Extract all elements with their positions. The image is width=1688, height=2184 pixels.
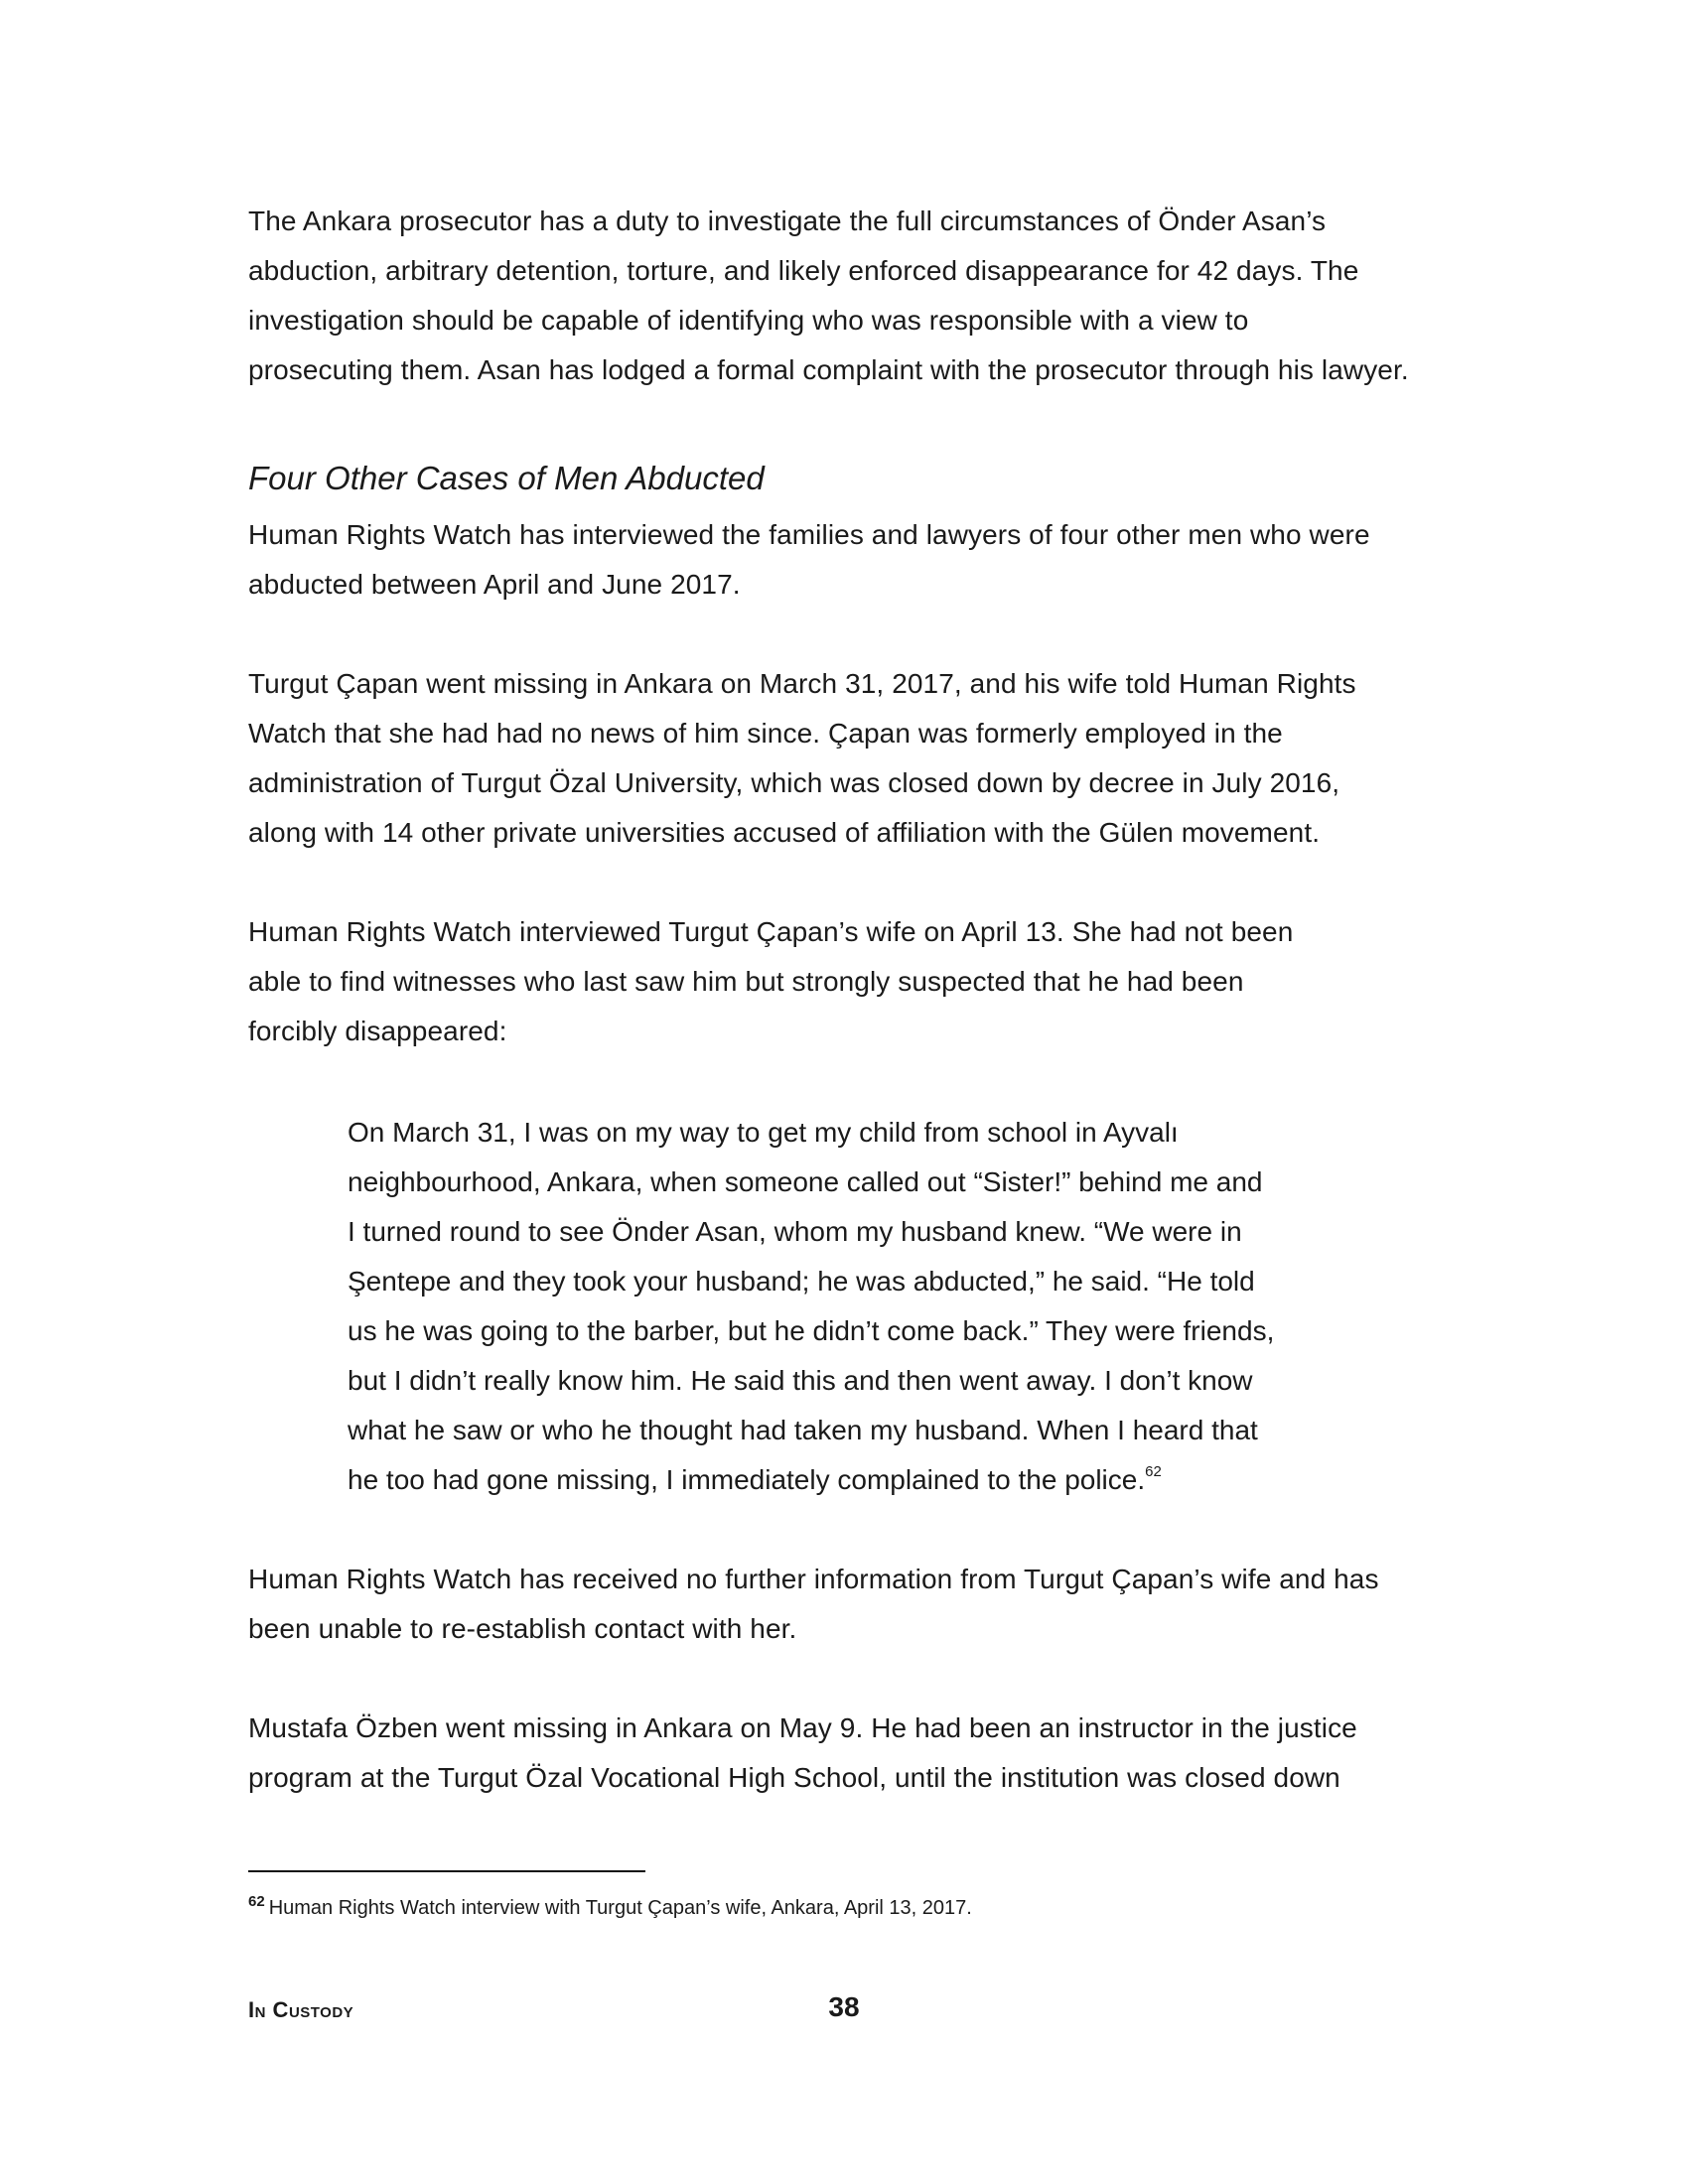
paragraph-no-further-info: Human Rights Watch has received no further information from Turgut Çapan’s wife and has been unable to re-establish contact with her. — [248, 1564, 1379, 1644]
running-footer-title: In Custody — [248, 1997, 354, 2022]
paragraph-turgut-capan: Turgut Çapan went missing in Ankara on March 31, 2017, and his wife told Human Rights Watch that she had had no news of him since. Çapan was formerly employed in the administration of Turgut Özal University, which was closed down by decree in July 2016, along with 14 other private universities accused of affiliation with the Gülen movement. — [248, 668, 1356, 848]
section-heading: Four Other Cases of Men Abducted — [248, 460, 765, 496]
paragraph-interview-wife: Human Rights Watch interviewed Turgut Çapan’s wife on April 13. She had not been able to find witnesses who last saw him but strongly suspected that he had been forcibly disappeared: — [248, 916, 1294, 1046]
footnote-divider — [248, 1870, 645, 1872]
paragraph-four-cases-intro: Human Rights Watch has interviewed the families and lawyers of four other men who were abducted between April and June 2017. — [248, 519, 1370, 600]
block-quote — [348, 1108, 1340, 1505]
paragraph-prosecutor-duty: The Ankara prosecutor has a duty to investigate the full circumstances of Önder Asan’s abduction, arbitrary detention, torture, and likely enforced disappearance for 42 days. The investigation should be capable of identifying who was responsible with a view to prosecuting them. Asan has lodged a formal complaint with the prosecutor through his lawyer. — [248, 205, 1409, 385]
footnote — [248, 1894, 1460, 1922]
footnote-text: Human Rights Watch interview with Turgut Çapan’s wife, Ankara, April 13, 2017. — [268, 1897, 972, 1919]
block-quote-text: On March 31, I was on my way to get my child from school in Ayvalı neighbourhood, Ankara, when someone called out “Sister!” behind me and I turned round to see Önder Asan, whom my husband knew. “We were in Şentepe and they took your husband; he was abducted,” he said. “He told us he was going to the barber, but he didn’t come back.” They were friends, but I didn’t really know him. He said this and then went away. I don’t know what he saw or who he thought had taken my husband. When I heard that he too had gone missing, I immediately complained to the police. — [348, 1117, 1275, 1495]
paragraph-mustafa-ozben: Mustafa Özben went missing in Ankara on May 9. He had been an instructor in the justice program at the Turgut Özal Vocational High School, until the institution was closed down — [248, 1712, 1357, 1793]
page-number: 38 — [828, 1991, 860, 2022]
footnote-reference[interactable]: 62 — [1145, 1462, 1162, 1480]
footnote-number: 62 — [248, 1893, 265, 1911]
